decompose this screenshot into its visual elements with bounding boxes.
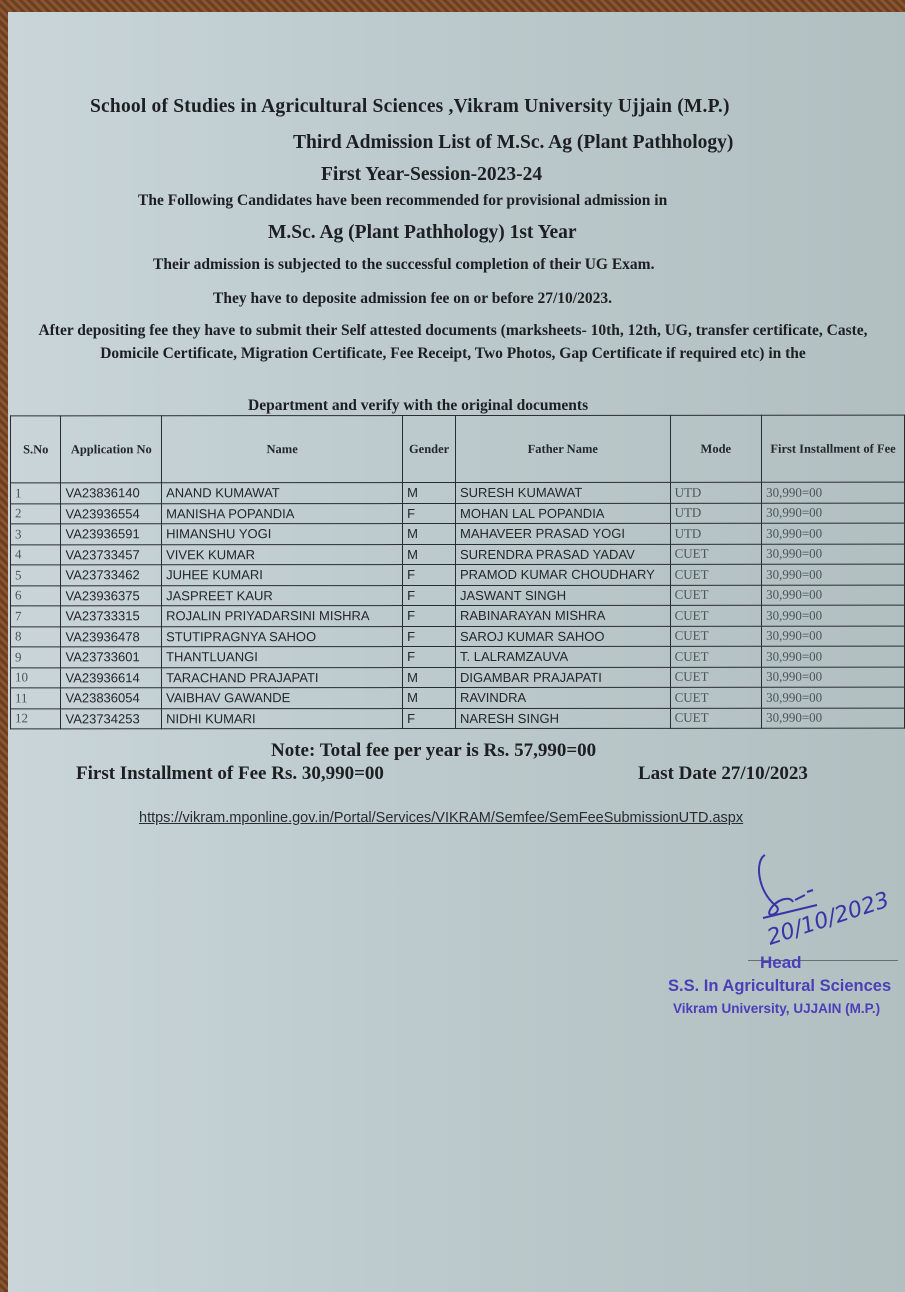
header-sno: S.No <box>11 416 61 483</box>
cell-gender: F <box>403 606 456 627</box>
cell-mode: UTD <box>670 523 762 544</box>
cell-gender: F <box>403 708 456 729</box>
cell-fee: 30,990=00 <box>762 646 905 667</box>
cell-mode: UTD <box>670 503 762 524</box>
table-row <box>11 646 905 667</box>
cell-sno: 1 <box>11 483 61 504</box>
cell-mode: CUET <box>670 564 762 585</box>
cell-gender: F <box>403 565 456 586</box>
table-row <box>11 482 905 503</box>
cell-fee: 30,990=00 <box>762 667 905 688</box>
cell-application-no: VA23734253 <box>61 708 162 729</box>
header-fee: First Installment of Fee <box>762 415 905 482</box>
last-date: Last Date 27/10/2023 <box>638 763 808 784</box>
cell-name: STUTIPRAGNYA SAHOO <box>162 626 403 647</box>
cell-sno: 6 <box>11 585 61 606</box>
table-row <box>11 523 905 544</box>
cell-application-no: VA23936375 <box>61 585 162 606</box>
header-gender: Gender <box>403 416 456 483</box>
cell-application-no: VA23936614 <box>61 667 162 688</box>
cell-application-no: VA23936554 <box>61 503 162 524</box>
table-row <box>11 626 905 647</box>
cell-fee: 30,990=00 <box>762 605 905 626</box>
cell-gender: M <box>403 483 456 504</box>
cell-father-name: SURESH KUMAWAT <box>456 482 671 503</box>
table-row <box>11 503 905 524</box>
cell-sno: 2 <box>11 503 61 524</box>
cell-mode: CUET <box>670 646 762 667</box>
cell-gender: F <box>403 647 456 668</box>
cell-sno: 8 <box>11 626 61 647</box>
condition-line: Their admission is subjected to the successful completion of their UG Exam. <box>153 256 655 273</box>
cell-mode: CUET <box>670 585 762 606</box>
cell-name: TARACHAND PRAJAPATI <box>162 667 403 688</box>
cell-fee: 30,990=00 <box>762 626 905 647</box>
cell-application-no: VA23836054 <box>61 688 162 709</box>
cell-name: THANTLUANGI <box>162 647 403 668</box>
table-row <box>11 687 905 708</box>
cell-name: NIDHI KUMARI <box>162 708 403 729</box>
cell-fee: 30,990=00 <box>762 585 905 606</box>
cell-father-name: T. LALRAMZAUVA <box>456 646 671 667</box>
stamp-title: Head <box>760 953 802 972</box>
stamp-university: Vikram University, UJJAIN (M.P.) <box>673 1001 881 1016</box>
cell-fee: 30,990=00 <box>762 482 905 503</box>
verify-line: Department and verify with the original documents <box>248 397 589 414</box>
cell-gender: F <box>403 585 456 606</box>
table-header-row <box>11 415 905 483</box>
cell-father-name: JASWANT SINGH <box>456 585 671 606</box>
cell-name: JASPREET KAUR <box>162 585 403 606</box>
cell-sno: 3 <box>11 524 61 545</box>
stamp-department: S.S. In Agricultural Sciences <box>668 977 892 995</box>
course-title: M.Sc. Ag (Plant Pathhology) 1st Year <box>268 222 577 243</box>
cell-application-no: VA23733601 <box>61 647 162 668</box>
cell-mode: CUET <box>670 667 762 688</box>
cell-mode: CUET <box>670 687 762 708</box>
table-row <box>11 564 905 585</box>
cell-sno: 12 <box>11 708 61 729</box>
cell-father-name: MOHAN LAL POPANDIA <box>456 503 671 524</box>
fee-payment-link[interactable]: https://vikram.mponline.gov.in/Portal/Services/VIKRAM/Semfee/SemFeeSubmissionUTD.aspx <box>139 810 744 826</box>
cell-gender: M <box>403 688 456 709</box>
list-title: Third Admission List of M.Sc. Ag (Plant Pathhology) <box>293 132 734 153</box>
cell-application-no: VA23836140 <box>61 483 162 504</box>
cell-mode: UTD <box>670 482 762 503</box>
deadline-line: They have to deposite admission fee on or before 27/10/2023. <box>213 290 612 307</box>
cell-application-no: VA23733315 <box>61 606 162 627</box>
cell-fee: 30,990=00 <box>762 544 905 565</box>
total-fee-note: Note: Total fee per year is Rs. 57,990=00 <box>271 740 597 761</box>
session-title: First Year-Session-2023-24 <box>321 164 543 185</box>
cell-father-name: DIGAMBAR PRAJAPATI <box>456 667 671 688</box>
institution-heading: School of Studies in Agricultural Sciences ,Vikram University Ujjain (M.P.) <box>90 96 730 117</box>
admission-table <box>10 415 905 730</box>
cell-name: VIVEK KUMAR <box>162 544 403 565</box>
cell-name: VAIBHAV GAWANDE <box>162 688 403 709</box>
cell-mode: CUET <box>670 544 762 565</box>
cell-father-name: RABINARAYAN MISHRA <box>456 605 671 626</box>
cell-name: HIMANSHU YOGI <box>162 524 403 545</box>
cell-father-name: MAHAVEER PRASAD YOGI <box>456 523 671 544</box>
cell-gender: M <box>403 667 456 688</box>
cell-fee: 30,990=00 <box>762 503 905 524</box>
cell-name: ROJALIN PRIYADARSINI MISHRA <box>162 606 403 627</box>
cell-gender: M <box>403 544 456 565</box>
cell-father-name: RAVINDRA <box>456 687 671 708</box>
cell-father-name: NARESH SINGH <box>456 708 671 729</box>
header-mode: Mode <box>670 415 762 482</box>
cell-fee: 30,990=00 <box>762 564 905 585</box>
table-row <box>11 544 905 565</box>
cell-fee: 30,990=00 <box>762 708 905 729</box>
table-row <box>11 667 905 688</box>
header-application-no: Application No <box>61 416 162 483</box>
cell-fee: 30,990=00 <box>762 523 905 544</box>
header-name: Name <box>162 416 403 483</box>
first-installment: First Installment of Fee Rs. 30,990=00 <box>76 763 384 784</box>
signature-date: 20/10/2023 <box>764 887 893 951</box>
cell-father-name: SURENDRA PRASAD YADAV <box>456 544 671 565</box>
recommend-line: The Following Candidates have been recommended for provisional admission in <box>138 192 668 209</box>
cell-application-no: VA23936478 <box>61 626 162 647</box>
cell-application-no: VA23936591 <box>61 524 162 545</box>
cell-application-no: VA23733457 <box>61 544 162 565</box>
cell-father-name: PRAMOD KUMAR CHOUDHARY <box>456 564 671 585</box>
cell-sno: 11 <box>11 688 61 709</box>
cell-fee: 30,990=00 <box>762 687 905 708</box>
cell-mode: CUET <box>670 708 762 729</box>
table-row <box>11 605 905 626</box>
cell-sno: 4 <box>11 544 61 565</box>
cell-name: MANISHA POPANDIA <box>162 503 403 524</box>
handwritten-signature <box>745 850 895 960</box>
cell-gender: F <box>403 626 456 647</box>
cell-sno: 10 <box>11 667 61 688</box>
cell-sno: 7 <box>11 606 61 627</box>
cell-gender: F <box>403 503 456 524</box>
cell-name: ANAND KUMAWAT <box>162 483 403 504</box>
cell-father-name: SAROJ KUMAR SAHOO <box>456 626 671 647</box>
cell-mode: CUET <box>670 626 762 647</box>
header-father-name: Father Name <box>456 415 671 482</box>
documents-paragraph: After depositing fee they have to submit their Self attested documents (marksheets- 10th, 12th, UG, transfer certificate, Caste, Domicile Certificate, Migration Certificate, Fee Receipt, Two Photos, Gap Certificate if required etc) in the <box>38 322 868 362</box>
cell-application-no: VA23733462 <box>61 565 162 586</box>
cell-gender: M <box>403 524 456 545</box>
table-row <box>11 585 905 606</box>
cell-sno: 5 <box>11 565 61 586</box>
cell-name: JUHEE KUMARI <box>162 565 403 586</box>
cell-sno: 9 <box>11 647 61 668</box>
cell-mode: CUET <box>670 605 762 626</box>
table-row <box>11 708 905 729</box>
